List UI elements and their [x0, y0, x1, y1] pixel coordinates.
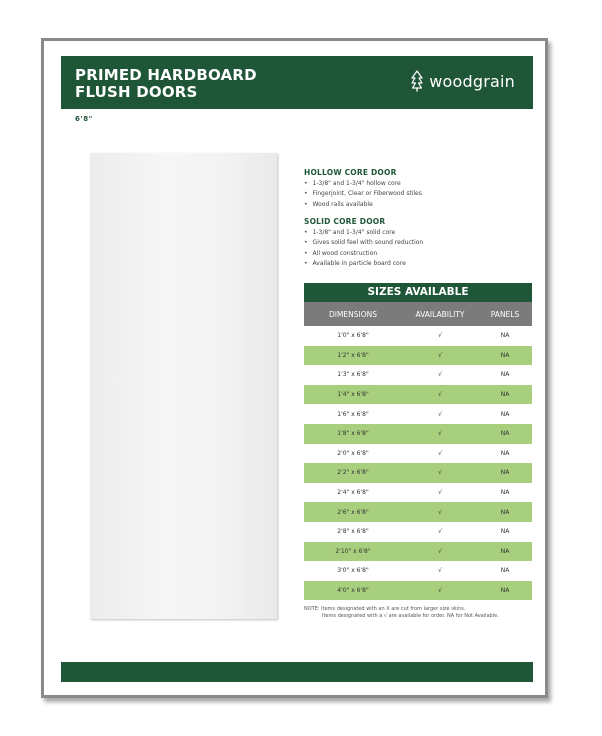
table-row: [304, 561, 532, 581]
cell-availability: √: [438, 371, 442, 379]
cell-panels: NA: [500, 410, 510, 418]
table-row: [304, 404, 532, 424]
footnote: [304, 606, 499, 619]
cell-panels: NA: [500, 547, 510, 555]
cell-panels: NA: [500, 469, 510, 477]
footnote-line-2: Items designated with a √ are available for order. NA for Not Available.: [322, 612, 499, 619]
cell-panels: NA: [500, 449, 510, 457]
cell-panels: NA: [500, 508, 510, 516]
cell-dimension: 2'6" x 6'8": [337, 508, 369, 516]
list-item: • Fingerjoint, Clear or Fiberwood stiles: [304, 189, 422, 199]
table-row: [304, 542, 532, 562]
cell-dimension: 2'0" x 6'8": [337, 449, 369, 457]
page-title: [75, 67, 257, 101]
table-row: [304, 365, 532, 385]
table-title: SIZES AVAILABLE: [304, 283, 532, 302]
cell-panels: NA: [500, 351, 510, 359]
cell-dimension: 1'2" x 6'8": [337, 351, 369, 359]
sizes-table: [304, 283, 532, 600]
cell-dimension: 2'10" x 6'8": [335, 547, 371, 555]
hollow-core-list: [304, 179, 422, 210]
cell-availability: √: [438, 332, 442, 340]
cell-availability: √: [438, 587, 442, 595]
solid-core-heading: SOLID CORE DOOR: [304, 217, 386, 226]
list-item: • Wood rails available: [304, 200, 422, 210]
table-row: [304, 522, 532, 542]
cell-panels: NA: [500, 587, 510, 595]
cell-panels: NA: [500, 332, 510, 340]
cell-dimension: 1'6" x 6'8": [337, 410, 369, 418]
column-header-availability: AVAILABILITY: [415, 309, 465, 319]
table-row: [304, 502, 532, 522]
table-row: [304, 346, 532, 366]
cell-availability: √: [438, 528, 442, 536]
list-item: • All wood construction: [304, 249, 423, 259]
door-height-label: 6'8": [75, 115, 93, 123]
hollow-core-heading: HOLLOW CORE DOOR: [304, 168, 397, 177]
cell-availability: √: [438, 547, 442, 555]
cell-dimension: 1'3" x 6'8": [337, 371, 369, 379]
cell-dimension: 3'0" x 6'8": [337, 567, 369, 575]
cell-panels: NA: [500, 371, 510, 379]
list-item: • Gives solid feel with sound reduction: [304, 238, 423, 248]
cell-panels: NA: [500, 528, 510, 536]
cell-availability: √: [438, 410, 442, 418]
cell-availability: √: [438, 489, 442, 497]
table-row: [304, 424, 532, 444]
cell-dimension: 1'4" x 6'8": [337, 391, 369, 399]
cell-panels: NA: [500, 489, 510, 497]
table-header-row: [304, 302, 532, 326]
list-item: • Available in particle board core: [304, 259, 423, 269]
column-header-panels: PANELS: [490, 309, 520, 319]
cell-availability: √: [438, 469, 442, 477]
cell-availability: √: [438, 391, 442, 399]
list-item: • 1-3/8" and 1-3/4" hollow core: [304, 179, 422, 189]
column-header-dimensions: DIMENSIONS: [328, 309, 378, 319]
title-line-1: PRIMED HARDBOARD: [75, 66, 257, 84]
table-body: [304, 326, 532, 600]
cell-dimension: 1'0" x 6'8": [337, 332, 369, 340]
brand-name: woodgrain: [429, 71, 515, 91]
header-banner: [61, 56, 533, 109]
footnote-line-1: NOTE: Items designated with an X are cut from larger size skins.: [304, 606, 466, 612]
footer-banner: [61, 662, 533, 682]
list-item: • 1-3/8" and 1-3/4" solid core: [304, 228, 423, 238]
cell-availability: √: [438, 567, 442, 575]
cell-panels: NA: [500, 430, 510, 438]
solid-core-list: [304, 228, 423, 270]
tree-icon: [411, 70, 423, 92]
cell-availability: √: [438, 449, 442, 457]
cell-dimension: 1'8" x 6'8": [337, 430, 369, 438]
table-row: [304, 483, 532, 503]
table-row: [304, 385, 532, 405]
cell-dimension: 4'0" x 6'8": [337, 587, 369, 595]
cell-dimension: 2'4" x 6'8": [337, 489, 369, 497]
table-row: [304, 581, 532, 601]
brand-logo: [411, 70, 515, 92]
cell-availability: √: [438, 430, 442, 438]
cell-availability: √: [438, 351, 442, 359]
cell-availability: √: [438, 508, 442, 516]
cell-dimension: 2'8" x 6'8": [337, 528, 369, 536]
table-row: [304, 463, 532, 483]
title-line-2: FLUSH DOORS: [75, 83, 198, 101]
cell-panels: NA: [500, 567, 510, 575]
table-row: [304, 326, 532, 346]
cell-panels: NA: [500, 391, 510, 399]
table-row: [304, 444, 532, 464]
door-image: [90, 153, 277, 619]
cell-dimension: 2'2" x 6'8": [337, 469, 369, 477]
